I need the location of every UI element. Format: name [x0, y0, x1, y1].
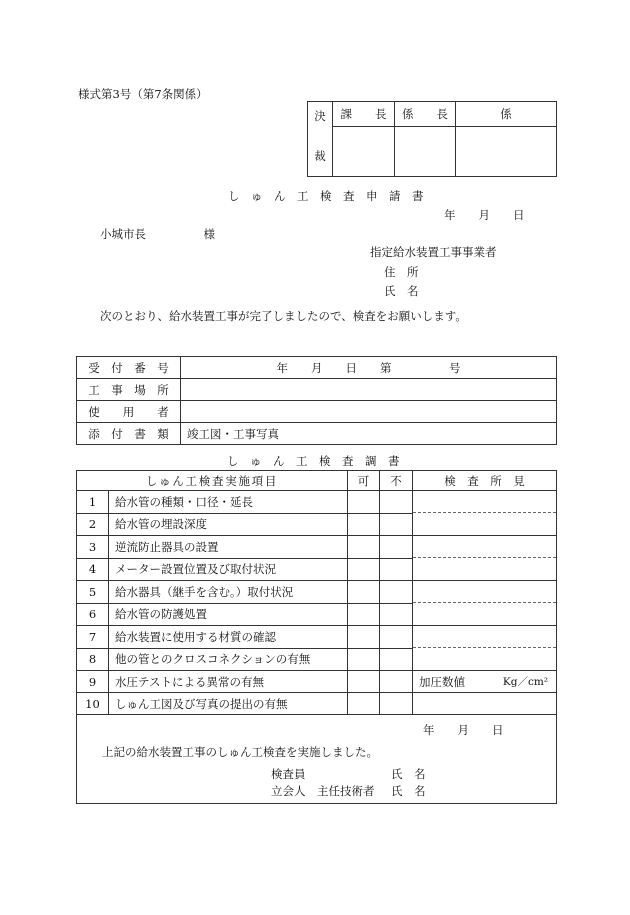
- findings-dashed-line: [413, 626, 556, 648]
- inspection-title: し ゅ ん 工 検 査 調 書: [227, 454, 400, 468]
- item-text: しゅん工図及び写真の提出の有無: [109, 693, 348, 715]
- item-number: 8: [77, 648, 109, 671]
- findings-cell-3-4[interactable]: [413, 536, 557, 581]
- addressee: 小城市長 様: [100, 227, 215, 241]
- construction-site-value[interactable]: [181, 379, 557, 401]
- witness-label: 立会人 主任技術者: [271, 784, 375, 798]
- item-ok-cell[interactable]: [348, 671, 380, 693]
- approval-stamp-subsection-chief[interactable]: [395, 127, 456, 177]
- item-ng-cell[interactable]: [380, 648, 413, 671]
- inspection-date: 年 月 日: [423, 723, 504, 737]
- item-ok-cell[interactable]: [348, 581, 380, 604]
- approval-stamp-section-chief[interactable]: [333, 127, 395, 177]
- request-text: 次のとおり、給水装置工事が完了しましたので、検査をお願いします。: [100, 309, 467, 323]
- item-number: 5: [77, 581, 109, 604]
- item-number: 4: [77, 558, 109, 581]
- item-ng-cell[interactable]: [380, 558, 413, 581]
- pressure-cell[interactable]: [413, 671, 557, 693]
- approval-header-staff: 係: [456, 102, 557, 127]
- findings-header: 検 査 所 見: [413, 471, 557, 491]
- info-table: [76, 356, 557, 445]
- user-value[interactable]: [181, 401, 557, 423]
- item-number: 7: [77, 626, 109, 649]
- witness-name-label: 氏 名: [391, 784, 426, 798]
- inspector-name-label: 氏 名: [391, 767, 426, 781]
- item-ok-cell[interactable]: [348, 513, 380, 536]
- item-number: 9: [77, 671, 109, 693]
- item-number: 10: [77, 693, 109, 715]
- approval-side-top: 決: [314, 109, 326, 123]
- item-ok-cell[interactable]: [348, 693, 380, 715]
- item-ok-cell[interactable]: [348, 603, 380, 626]
- findings-dashed-line: [413, 581, 556, 603]
- findings-cell-10[interactable]: [413, 693, 557, 715]
- ok-header: 可: [348, 471, 380, 491]
- item-text: 水圧テストによる異常の有無: [109, 671, 348, 693]
- approval-box: [307, 101, 557, 177]
- items-header: しゅん工検査実施項目: [77, 471, 348, 491]
- attachments-value[interactable]: 竣工図・工事写真: [181, 423, 557, 445]
- item-ng-cell[interactable]: [380, 536, 413, 559]
- inspection-table: [76, 470, 557, 804]
- item-ok-cell[interactable]: [348, 558, 380, 581]
- item-ok-cell[interactable]: [348, 491, 380, 514]
- item-number: 1: [77, 491, 109, 514]
- findings-dashed-line: [413, 536, 556, 558]
- page-title: し ゅ ん 工 検 査 申 請 書: [228, 189, 424, 203]
- findings-cell-5-6[interactable]: [413, 581, 557, 626]
- findings-cell-1-2[interactable]: [413, 491, 557, 536]
- item-text: 給水装置に使用する材質の確認: [109, 626, 348, 649]
- approval-header-section-chief: 課 長: [333, 102, 395, 127]
- item-ng-cell[interactable]: [380, 693, 413, 715]
- item-ok-cell[interactable]: [348, 536, 380, 559]
- receipt-number-label: 受 付 番 号: [77, 357, 181, 379]
- item-ng-cell[interactable]: [380, 491, 413, 514]
- user-label: 使 用 者: [77, 401, 181, 423]
- applicant-address-label: 住 所: [384, 265, 419, 279]
- pressure-unit: Kg／cm²: [502, 675, 548, 688]
- ng-header: 不: [380, 471, 413, 491]
- attachments-label: 添 付 書 類: [77, 423, 181, 445]
- item-text: 給水管の種類・口径・延長: [109, 491, 348, 514]
- applicant-company-label: 指定給水装置工事事業者: [370, 245, 497, 259]
- item-ng-cell[interactable]: [380, 671, 413, 693]
- findings-cell-7-8[interactable]: [413, 626, 557, 671]
- item-text: 給水器具（継手を含む。）取付状況: [109, 581, 348, 604]
- item-ng-cell[interactable]: [380, 603, 413, 626]
- receipt-number-value[interactable]: 年 月 日 第 号: [181, 357, 557, 379]
- application-date: 年 月 日: [444, 208, 525, 222]
- inspector-label: 検査員: [271, 767, 306, 781]
- pressure-label: 加圧数値: [419, 674, 465, 689]
- item-text: 給水管の防護処置: [109, 603, 348, 626]
- item-number: 6: [77, 603, 109, 626]
- approval-stamp-staff[interactable]: [456, 127, 557, 177]
- applicant-name-label: 氏 名: [384, 284, 419, 298]
- item-number: 3: [77, 536, 109, 559]
- form-number: 様式第3号（第7条関係）: [78, 87, 208, 101]
- item-ng-cell[interactable]: [380, 513, 413, 536]
- approval-side-label: [308, 102, 333, 177]
- item-text: 給水管の埋設深度: [109, 513, 348, 536]
- item-text: 逆流防止器具の設置: [109, 536, 348, 559]
- findings-dashed-line: [413, 491, 556, 513]
- approval-header-subsection-chief: 係 長: [395, 102, 456, 127]
- item-ng-cell[interactable]: [380, 626, 413, 649]
- inspection-statement: 上記の給水装置工事のしゅん工検査を実施しました。: [102, 745, 378, 759]
- item-ok-cell[interactable]: [348, 626, 380, 649]
- item-ok-cell[interactable]: [348, 648, 380, 671]
- approval-side-bottom: 裁: [314, 149, 326, 163]
- inspection-footer: [77, 715, 557, 804]
- item-number: 2: [77, 513, 109, 536]
- item-text: メーター設置位置及び取付状況: [109, 558, 348, 581]
- item-ng-cell[interactable]: [380, 581, 413, 604]
- construction-site-label: 工 事 場 所: [77, 379, 181, 401]
- item-text: 他の管とのクロスコネクションの有無: [109, 648, 348, 671]
